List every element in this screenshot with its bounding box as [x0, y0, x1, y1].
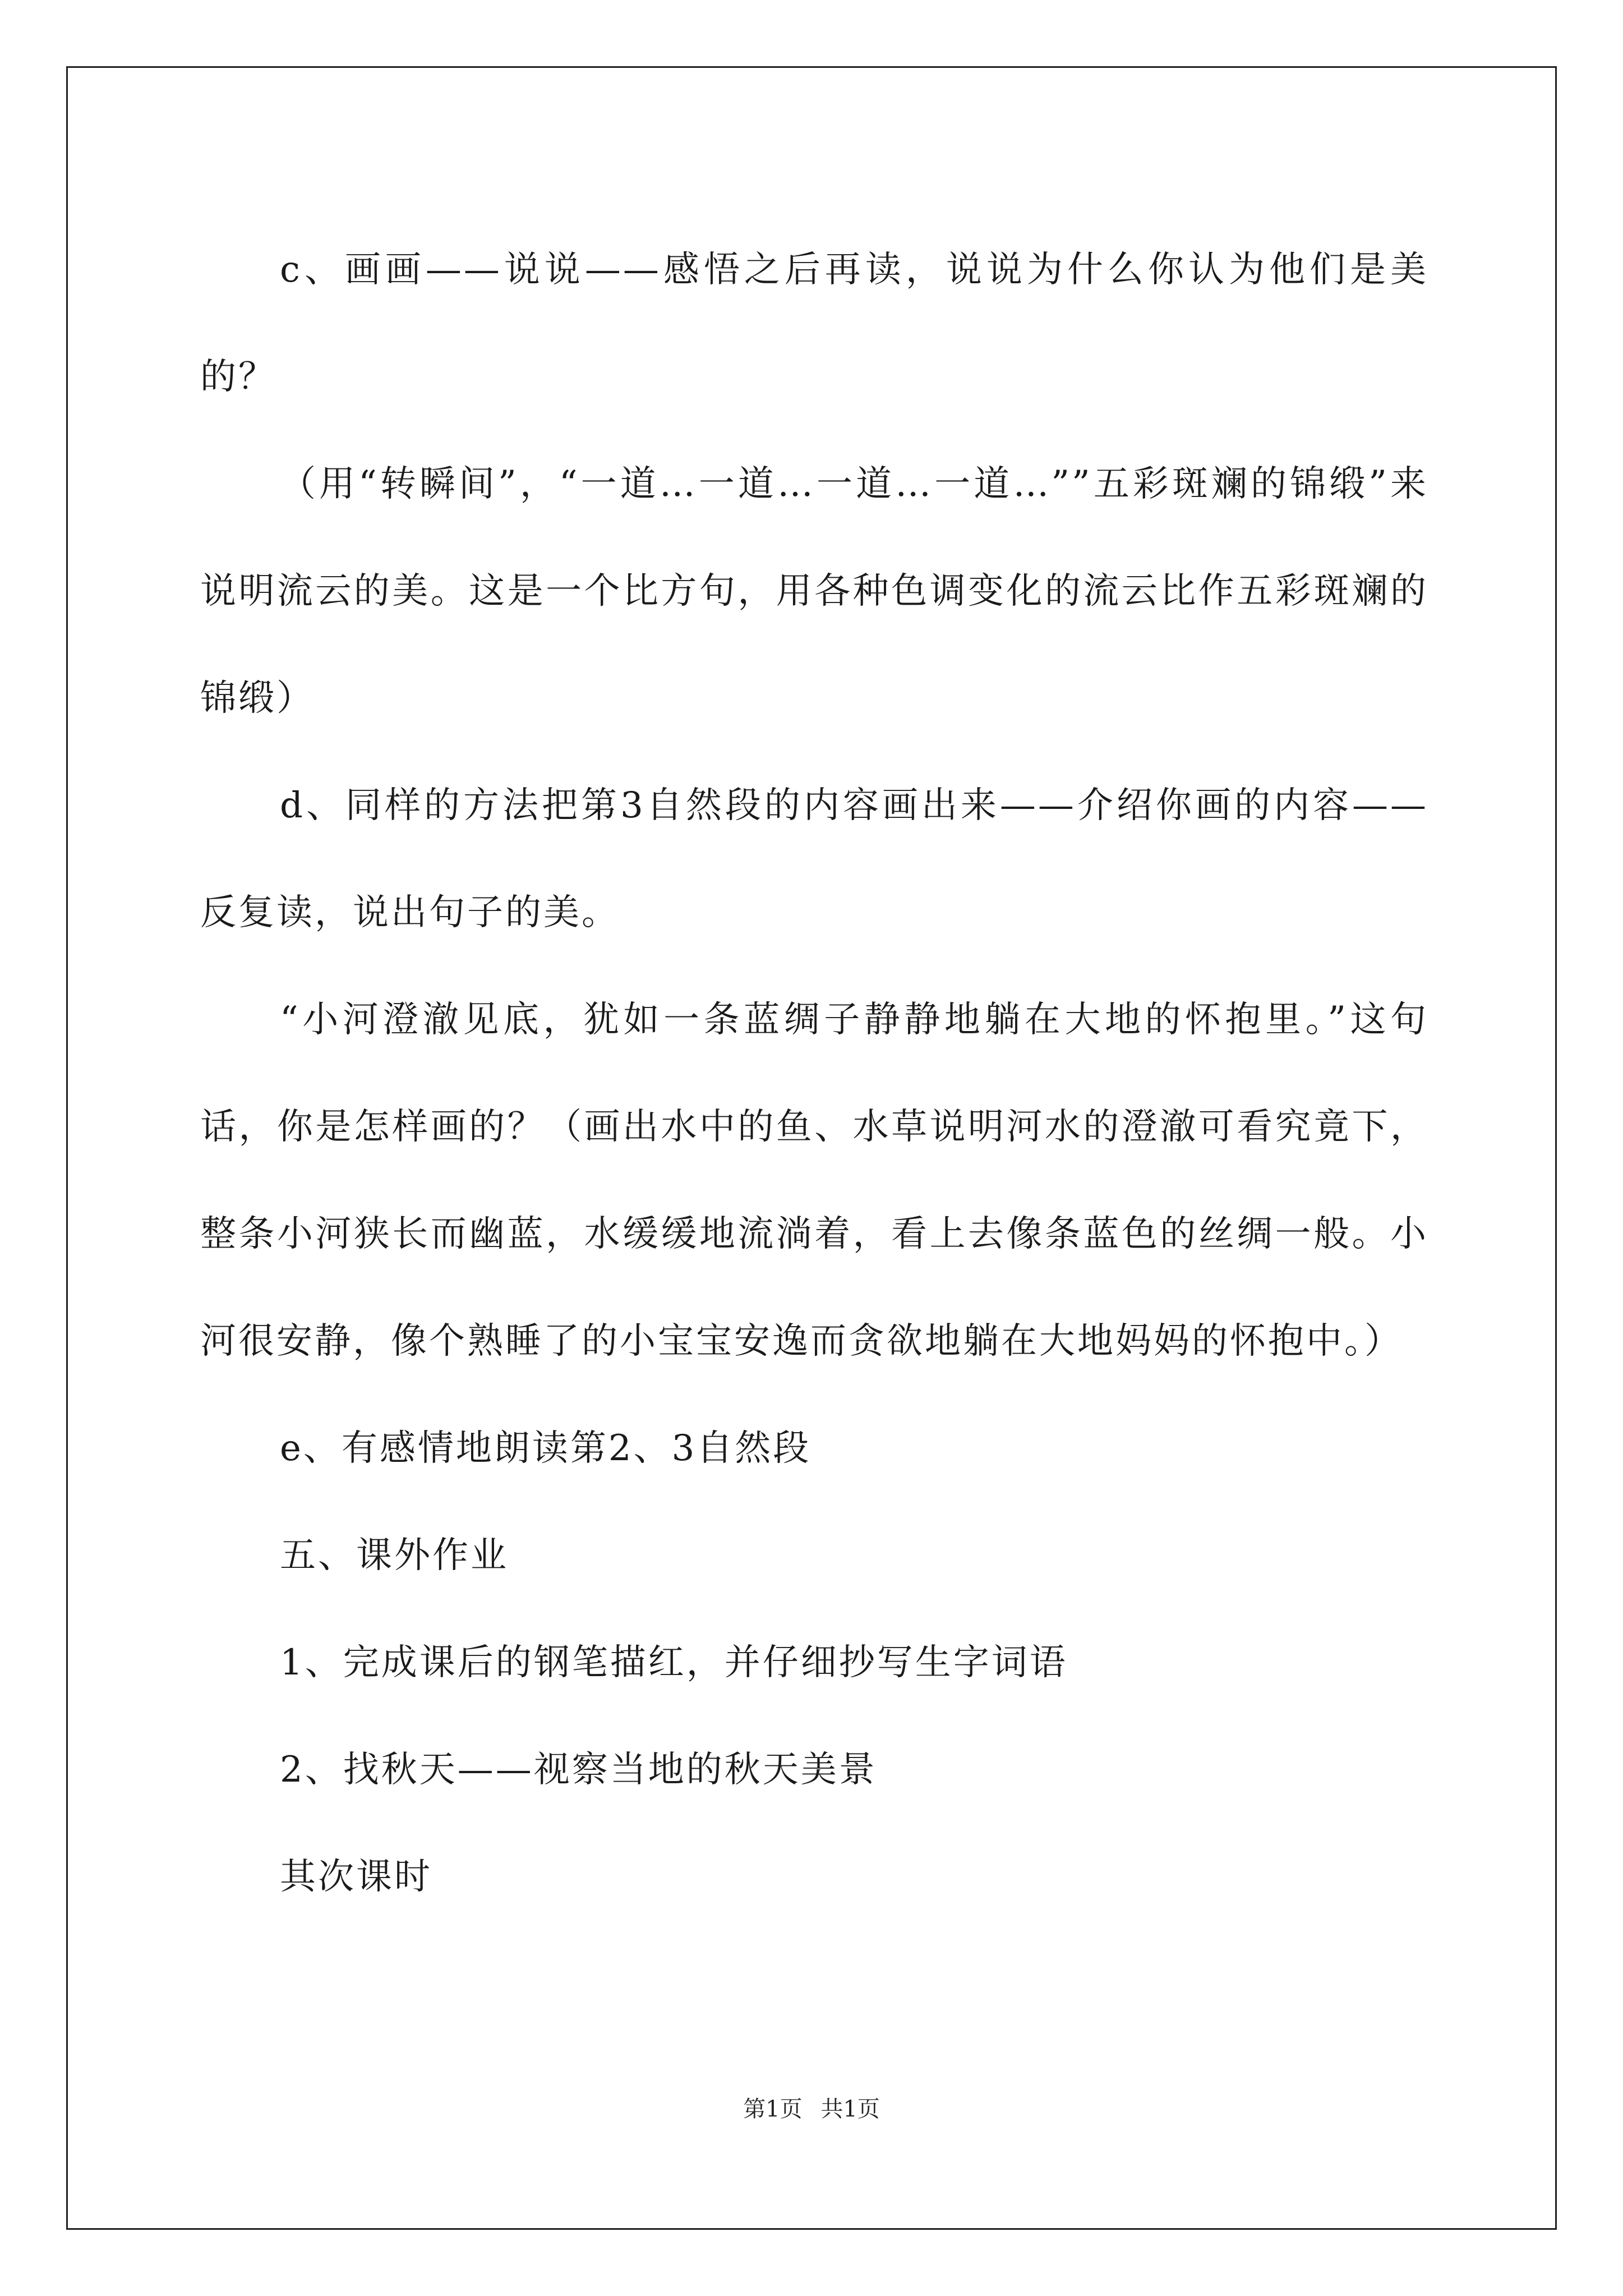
section-heading: 五、课外作业: [280, 1535, 509, 1576]
page-footer: [0, 2091, 1623, 2123]
document-body: [200, 217, 1428, 1931]
paragraph: e、有感情地朗读第2、3自然段: [280, 1428, 811, 1469]
list-item: 2、找秋天——视察当地的秋天美景: [280, 1749, 877, 1791]
paragraph: d、同样的方法把第3自然段的内容画出来——介绍你画的内容——反复读，说出句子的美。: [200, 785, 1428, 933]
paragraph: c、画画——说说——感悟之后再读，说说为什么你认为他们是美的？: [200, 249, 1428, 398]
section-heading: 其次课时: [280, 1856, 432, 1898]
paragraph: “小河澄澈见底，犹如一条蓝绸子静静地躺在大地的怀抱里。”这句话，你是怎样画的？（画出水中的鱼、水草说明河水的澄澈可看究竟下，整条小河狭长而幽蓝，水缓缓地流淌着，看上去像条蓝色的丝绸一般。小河很安静，像个熟睡了的小宝宝安逸而贪欲地躺在大地妈妈的怀抱中。）: [200, 999, 1428, 1362]
paragraph: （用“转瞬间”，“一道…一道…一道…一道…””五彩斑斓的锦缎”来说明流云的美。这是一个比方句，用各种色调变化的流云比作五彩斑斓的锦缎）: [200, 463, 1428, 719]
list-item: 1、完成课后的钢笔描红，并仔细抄写生字词语: [280, 1642, 1068, 1683]
page-number: 第1页: [743, 2096, 803, 2122]
page-total: 共1页: [820, 2096, 880, 2122]
